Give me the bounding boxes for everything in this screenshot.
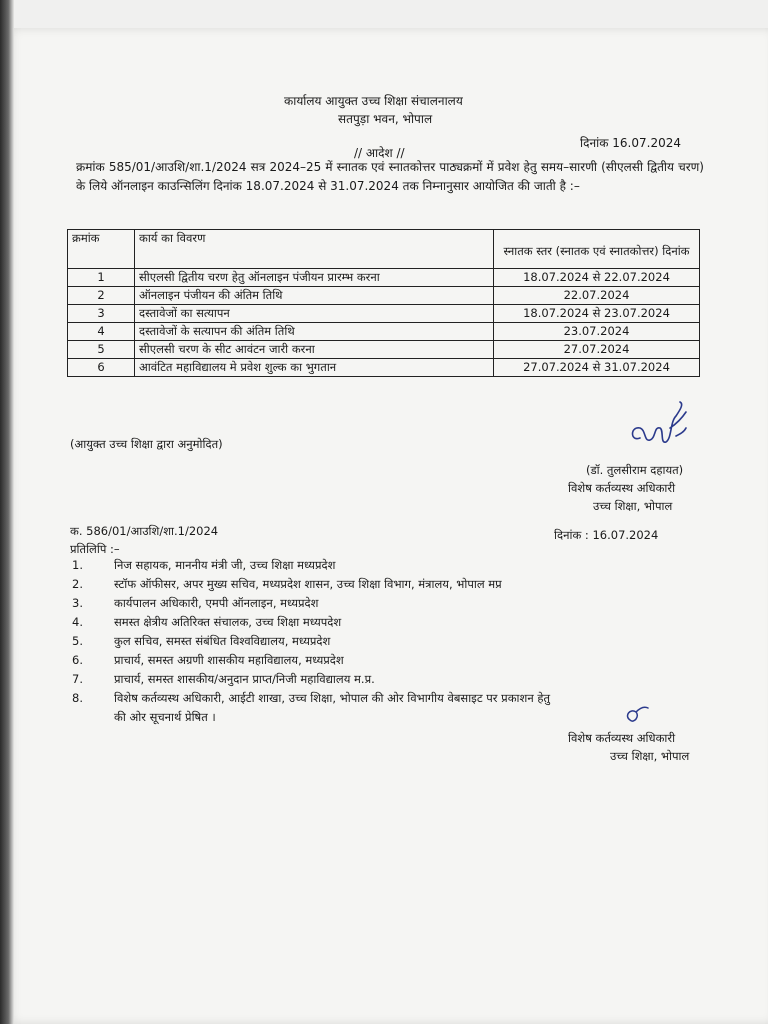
row-date: 18.07.2024 से 23.07.2024: [494, 305, 700, 323]
col-header-date: स्नातक स्तर (स्नातक एवं स्नातकोत्तर) दिनांक: [494, 230, 700, 269]
row-task: आवंटित महाविद्यालय मे प्रवेश शुल्क का भुगतान: [135, 359, 494, 377]
list-item-text: कार्यपालन अधिकारी, एमपी ऑनलाइन, मध्यप्रदेश: [114, 596, 319, 610]
list-item-text: प्राचार्य, समस्त अग्रणी शासकीय महाविद्यालय, मध्यप्रदेश: [114, 653, 344, 667]
schedule-table: [67, 229, 700, 377]
list-item-text: प्राचार्य, समस्त शासकीय/अनुदान प्राप्त/निजी महाविद्यालय म.प्र.: [114, 672, 375, 686]
table-row: [68, 341, 700, 359]
list-item-number: 4.: [72, 615, 83, 629]
signatory-designation: विशेष कर्तव्यस्थ अधिकारी: [568, 481, 676, 495]
copy-date: दिनांक : 16.07.2024: [554, 528, 659, 542]
list-item-number: 6.: [72, 653, 83, 667]
table-row: [68, 269, 700, 287]
signatory2-designation: विशेष कर्तव्यस्थ अधिकारी: [568, 731, 676, 745]
row-task: ऑनलाइन पंजीयन की अंतिम तिथि: [135, 287, 494, 305]
row-task: सीएलसी द्वितीय चरण हेतु ऑनलाइन पंजीयन प्रारम्भ करना: [135, 269, 494, 287]
row-date: 27.07.2024: [494, 341, 700, 359]
row-task: दस्तावेजों का सत्यापन: [135, 305, 494, 323]
row-date: 18.07.2024 से 22.07.2024: [494, 269, 700, 287]
list-item-number: 2.: [72, 577, 83, 591]
signatory-office: उच्च शिक्षा, भोपाल: [593, 499, 673, 513]
row-serial: 5: [68, 341, 135, 359]
scan-left-edge: [0, 0, 14, 1024]
table-row: [68, 305, 700, 323]
list-item-text-continued: की ओर सूचनार्थ प्रेषित ।: [114, 710, 216, 724]
list-item-text: विशेष कर्तव्यस्थ अधिकारी, आईटी शाखा, उच्च शिक्षा, भोपाल की ओर विभागीय वेबसाइट पर प्रकाशन हेतु: [114, 691, 551, 705]
col-header-task: कार्य का विवरण: [135, 230, 494, 269]
row-serial: 6: [68, 359, 135, 377]
row-task: सीएलसी चरण के सीट आवंटन जारी करना: [135, 341, 494, 359]
signature-mark: [626, 398, 690, 454]
copy-reference: क. 586/01/आउशि/शा.1/2024: [70, 524, 219, 538]
signatory-name: (डॉ. तुलसीराम दहायत): [586, 463, 684, 477]
row-serial: 4: [68, 323, 135, 341]
list-item-number: 5.: [72, 634, 83, 648]
table-row: [68, 287, 700, 305]
order-title: // आदेश //: [354, 146, 405, 160]
list-item-text: समस्त क्षेत्रीय अतिरिक्त संचालक, उच्च शिक्षा मध्यपदेश: [114, 615, 342, 629]
list-item-number: 8.: [72, 691, 83, 705]
scan-top-margin: [0, 0, 768, 28]
signatory2-office: उच्च शिक्षा, भोपाल: [610, 749, 690, 763]
list-item-number: 7.: [72, 672, 83, 686]
list-item-number: 3.: [72, 596, 83, 610]
office-address: सतपुड़ा भवन, भोपाल: [338, 112, 433, 126]
row-task: दस्तावेजों के सत्यापन की अंतिम तिथि: [135, 323, 494, 341]
list-item-number: 1.: [72, 558, 83, 572]
row-serial: 1: [68, 269, 135, 287]
approval-note: (आयुक्त उच्च शिक्षा द्वारा अनुमोदित): [70, 437, 223, 451]
row-date: 23.07.2024: [494, 323, 700, 341]
table-header-row: [68, 230, 700, 269]
list-item-text: स्टॉफ ऑफीसर, अपर मुख्य सचिव, मध्यप्रदेश शासन, उच्च शिक्षा विभाग, मंत्रालय, भोपाल मप्र: [114, 577, 502, 591]
header-date: दिनांक 16.07.2024: [580, 136, 681, 150]
row-serial: 3: [68, 305, 135, 323]
office-name: कार्यालय आयुक्त उच्च शिक्षा संचालनालय: [284, 94, 463, 108]
order-paragraph: क्रमांक 585/01/आउशि/शा.1/2024 सत्र 2024–25 में स्नातक एवं स्नातकोत्तर पाठ्यक्रमों में प्रवेश हेतु समय–सारणी (सीएलसी द्वितीय चरण) के लिये ऑनलाइन काउन्सिलिंग दिनांक 18.07.2024 से 31.07.2024 तक निम्नानुसार आयोजित की जाती है :–: [76, 160, 704, 193]
col-header-serial: क्रमांक: [68, 230, 135, 269]
initial-mark: [622, 702, 652, 730]
list-item-text: निज सहायक, माननीय मंत्री जी, उच्च शिक्षा मध्यप्रदेश: [114, 558, 336, 572]
table-row: [68, 323, 700, 341]
row-serial: 2: [68, 287, 135, 305]
table-row: [68, 359, 700, 377]
list-item-text: कुल सचिव, समस्त संबंधित विश्वविद्यालय, मध्यप्रदेश: [114, 634, 331, 648]
copy-label: प्रतिलिपि :–: [70, 542, 120, 556]
row-date: 22.07.2024: [494, 287, 700, 305]
row-date: 27.07.2024 से 31.07.2024: [494, 359, 700, 377]
